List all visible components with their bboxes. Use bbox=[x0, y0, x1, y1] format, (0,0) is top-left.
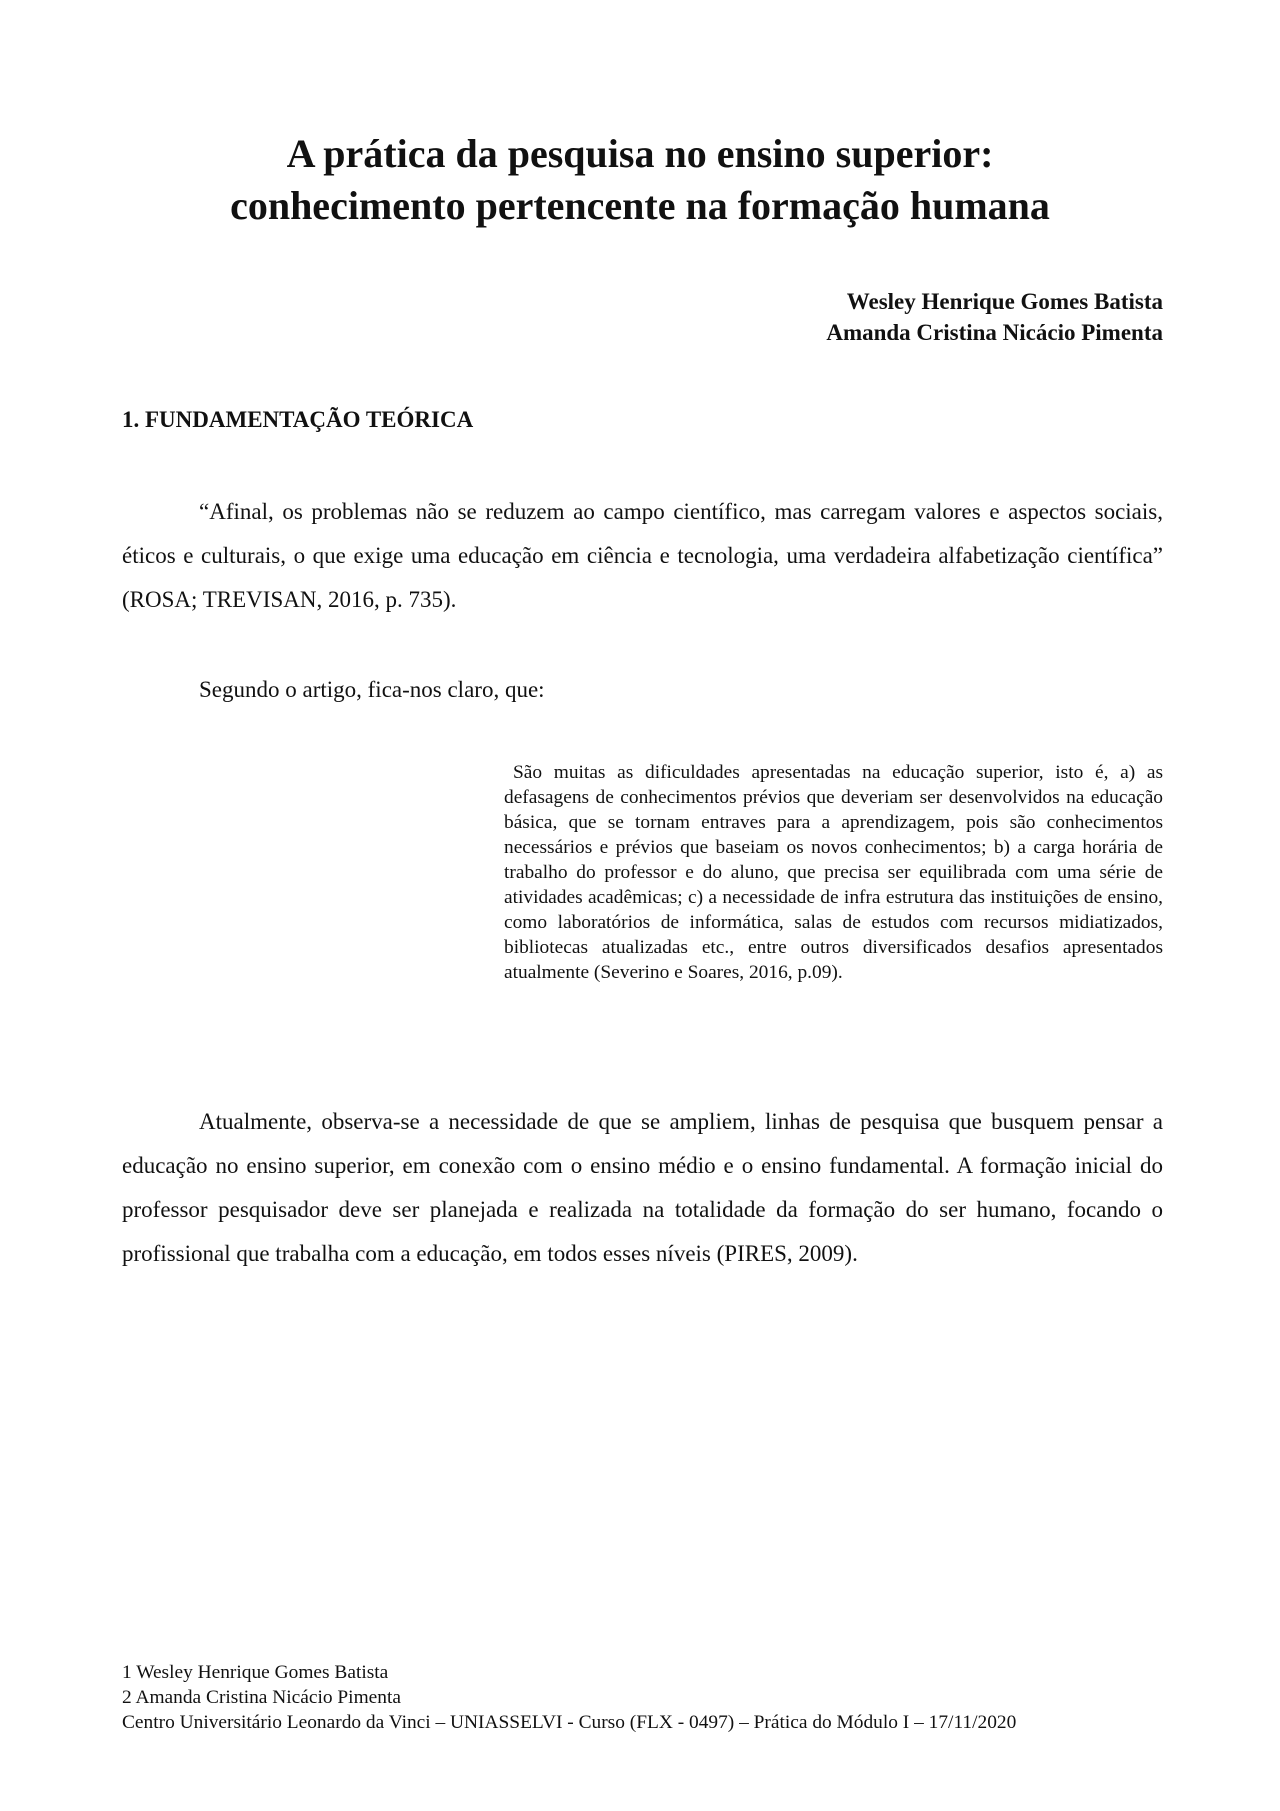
title-line-2: conhecimento pertencente na formação humana bbox=[230, 183, 1050, 228]
footnotes bbox=[122, 1660, 1016, 1735]
block-quote: São muitas as dificuldades apresentadas na educação superior, isto é, a) as defasagens de conhecimentos prévios que deveriam ser desenvolvidos na educação básica, que se tornam entraves para a aprendizagem, pois são conhecimentos necessários e prévios que baseiam os novos conhecimentos; b) a carga horária de trabalho do professor e do aluno, que precisa ser equilibrada com uma série de atividades acadêmicas; c) a necessidade de infra estrutura das instituições de ensino, como laboratórios de informática, salas de estudos com recursos midiatizados, bibliotecas atualizadas etc., entre outros diversificados desafios apresentados atualmente (Severino e Soares, 2016, p.09). bbox=[504, 762, 1163, 983]
footnote: Centro Universitário Leonardo da Vinci – UNIASSELVI - Curso (FLX - 0497) – Prática do Módulo I – 17/11/2020 bbox=[122, 1712, 1017, 1733]
body-paragraph-2: Segundo o artigo, fica-nos claro, que: bbox=[199, 677, 545, 702]
title-line-1: A prática da pesquisa no ensino superior: bbox=[286, 131, 994, 176]
document-title bbox=[122, 128, 1158, 232]
section-heading: 1. FUNDAMENTAÇÃO TEÓRICA bbox=[122, 407, 474, 432]
author-list bbox=[826, 286, 1163, 348]
author-name: Amanda Cristina Nicácio Pimenta bbox=[826, 320, 1163, 345]
footnote: 2 Amanda Cristina Nicácio Pimenta bbox=[122, 1687, 401, 1708]
footnote: 1 Wesley Henrique Gomes Batista bbox=[122, 1662, 389, 1683]
body-paragraph-3: Atualmente, observa-se a necessidade de que se ampliem, linhas de pesquisa que busquem pensar a educação no ensino superior, em conexão com o ensino médio e o ensino fundamental. A formação inicial do professor pesquisador deve ser planejada e realizada na totalidade da formação do ser humano, focando o profissional que trabalha com a educação, em todos esses níveis (PIRES, 2009). bbox=[122, 1109, 1163, 1266]
author-name: Wesley Henrique Gomes Batista bbox=[846, 289, 1163, 314]
body-paragraph-1: “Afinal, os problemas não se reduzem ao campo científico, mas carregam valores e aspectos sociais, éticos e culturais, o que exige uma educação em ciência e tecnologia, uma verdadeira alfabetização científica” (ROSA; TREVISAN, 2016, p. 735). bbox=[122, 499, 1163, 612]
